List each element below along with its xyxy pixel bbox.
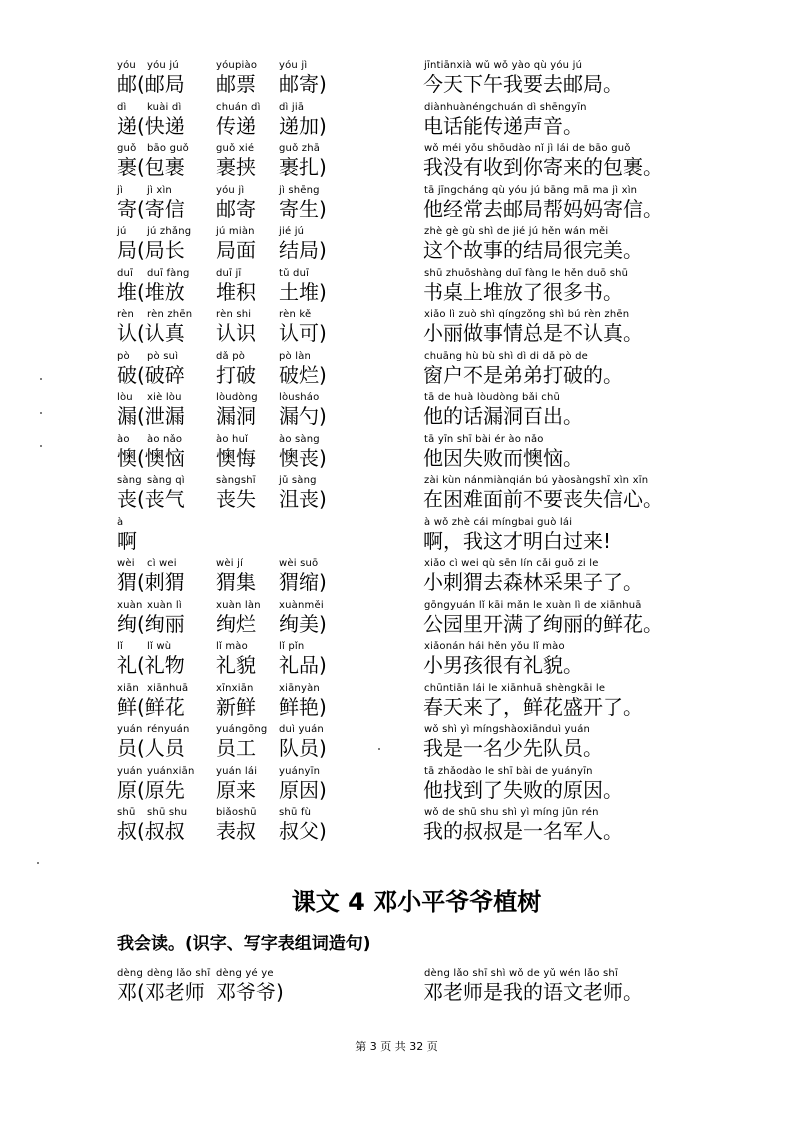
character-pinyin: xuàn: [117, 600, 143, 611]
word-group: 裹挟: [216, 155, 256, 179]
word-pinyin: yuányīn: [279, 766, 321, 777]
word-pinyin: wèi suō: [279, 558, 319, 569]
word-pinyin: shū shu: [147, 807, 188, 818]
vocab-row: [0, 641, 793, 682]
character-word-group: 漏(泄漏: [117, 404, 185, 428]
vocab-row: [0, 968, 793, 1009]
sentence-pinyin: jīntiānxià wǔ wǒ yào qù yóu jú: [424, 60, 583, 71]
character-pinyin: pò: [117, 351, 130, 362]
character-word-group: 绚(绚丽: [117, 612, 185, 636]
word-group: 鲜艳): [279, 695, 327, 719]
word-group: 员工: [216, 736, 256, 760]
character-word-group: 寄(寄信: [117, 197, 185, 221]
word-group: 打破: [216, 363, 256, 387]
vocab-row: [0, 60, 793, 101]
word-group: 表叔: [216, 819, 256, 843]
word-pinyin: rèn zhēn: [147, 309, 193, 320]
word-group: 礼貌: [216, 653, 256, 677]
character-word-group: 原(原先: [117, 778, 185, 802]
example-sentence: 小男孩很有礼貌。: [423, 653, 583, 677]
character-word-group: 裹(包裹: [117, 155, 185, 179]
word-pinyin: yuánxiān: [147, 766, 195, 777]
word-pinyin: jié jú: [279, 226, 305, 237]
word-pinyin: chuán dì: [216, 102, 261, 113]
word-pinyin: xīnxiān: [216, 683, 254, 694]
example-sentence: 啊，我这才明白过来!: [423, 529, 612, 553]
word-group: 懊悔: [216, 446, 256, 470]
sentence-pinyin: chūntiān lái le xiānhuā shèngkāi le: [424, 683, 606, 694]
vocab-row: [0, 517, 793, 558]
sentence-pinyin: diànhuànéngchuán dì shēngyīn: [424, 102, 587, 113]
word-pinyin: tǔ duī: [279, 268, 310, 279]
word-pinyin: pò suì: [147, 351, 179, 362]
word-group: 绚烂: [216, 612, 256, 636]
word-pinyin: lǐ mào: [216, 641, 248, 652]
word-pinyin: lǐ wù: [147, 641, 172, 652]
vocab-row: [0, 434, 793, 475]
example-sentence: 小丽做事情总是不认真。: [423, 321, 643, 345]
sentence-pinyin: tā yīn shī bài ér ào nǎo: [424, 434, 544, 445]
vocab-row: [0, 351, 793, 392]
example-sentence: 他因失败而懊恼。: [423, 446, 583, 470]
word-group: 破烂): [279, 363, 327, 387]
example-sentence: 公园里开满了绚丽的鲜花。: [423, 612, 663, 636]
sentence-pinyin: wǒ méi yǒu shōudào nǐ jì lái de bāo guǒ: [424, 143, 631, 154]
word-pinyin: yóupiào: [216, 60, 258, 71]
word-pinyin: wèi jí: [216, 558, 244, 569]
word-pinyin: bāo guǒ: [147, 143, 189, 154]
character-pinyin: xiān: [117, 683, 139, 694]
word-group: 邮寄: [216, 197, 256, 221]
word-pinyin: xiè lòu: [147, 392, 182, 403]
word-pinyin: rèn shi: [216, 309, 252, 320]
word-pinyin: ào huǐ: [216, 434, 249, 445]
word-group: 丧失: [216, 487, 256, 511]
word-group: 漏勺): [279, 404, 327, 428]
word-pinyin: cì wei: [147, 558, 177, 569]
vocab-row: [0, 807, 793, 848]
character-word-group: 局(局长: [117, 238, 185, 262]
word-group: 绚美): [279, 612, 327, 636]
character-word-group: 递(快递: [117, 114, 185, 138]
sentence-pinyin: xiǎonán hái hěn yǒu lǐ mào: [424, 641, 565, 652]
vocab-row: [0, 558, 793, 599]
character-word-group: 邓(邓老师: [117, 980, 205, 1004]
character-word-group: 员(人员: [117, 736, 185, 760]
character-word-group: 啊: [117, 529, 137, 553]
vocab-row: [0, 600, 793, 641]
word-pinyin: dèng yé ye: [216, 968, 274, 979]
character-pinyin: lòu: [117, 392, 133, 403]
word-group: 寄生): [279, 197, 327, 221]
character-pinyin: lǐ: [117, 641, 123, 652]
word-pinyin: ào sàng: [279, 434, 320, 445]
word-group: 原来: [216, 778, 256, 802]
example-sentence: 今天下午我要去邮局。: [423, 72, 623, 96]
character-word-group: 鲜(鲜花: [117, 695, 185, 719]
word-pinyin: yóu jú: [147, 60, 179, 71]
word-pinyin: jì xìn: [147, 185, 172, 196]
word-group: 堆积: [216, 280, 256, 304]
vocab-row: [0, 683, 793, 724]
character-pinyin: dì: [117, 102, 127, 113]
character-pinyin: wèi: [117, 558, 135, 569]
vocab-row: [0, 185, 793, 226]
word-group: 队员): [279, 736, 327, 760]
word-group: 递加): [279, 114, 327, 138]
word-pinyin: xuànměi: [279, 600, 324, 611]
word-pinyin: lòudòng: [216, 392, 258, 403]
word-group: 沮丧): [279, 487, 327, 511]
word-group: 漏洞: [216, 404, 256, 428]
sentence-pinyin: xiǎo cì wei qù sēn lín cǎi guǒ zi le: [424, 558, 599, 569]
word-pinyin: xiānhuā: [147, 683, 189, 694]
sentence-pinyin: gōngyuán lǐ kāi mǎn le xuàn lì de xiānhuā: [424, 600, 642, 611]
character-pinyin: rèn: [117, 309, 134, 320]
scan-speck: [40, 378, 42, 380]
character-word-group: 堆(堆放: [117, 280, 185, 304]
instruction-heading: 我会读。(识字、写字表组词造句): [117, 934, 371, 954]
scan-speck: [40, 412, 42, 414]
scan-speck: [378, 748, 380, 750]
character-pinyin: yóu: [117, 60, 136, 71]
word-pinyin: shū fù: [279, 807, 312, 818]
character-word-group: 叔(叔叔: [117, 819, 185, 843]
sentence-pinyin: wǒ de shū shu shì yì míng jūn rén: [424, 807, 599, 818]
vocab-row: [0, 143, 793, 184]
word-pinyin: duī jī: [216, 268, 242, 279]
vocab-row: [0, 268, 793, 309]
character-word-group: 丧(丧气: [117, 487, 185, 511]
example-sentence: 他经常去邮局帮妈妈寄信。: [423, 197, 663, 221]
word-pinyin: duì yuán: [279, 724, 324, 735]
word-pinyin: jú miàn: [216, 226, 255, 237]
sentence-pinyin: tā jīngcháng qù yóu jú bāng mā ma jì xìn: [424, 185, 638, 196]
word-pinyin: yóu jì: [279, 60, 308, 71]
word-pinyin: sàng qì: [147, 475, 185, 486]
word-pinyin: jǔ sàng: [279, 475, 317, 486]
example-sentence: 在困难面前不要丧失信心。: [423, 487, 663, 511]
example-sentence: 春天来了，鲜花盛开了。: [423, 695, 643, 719]
word-pinyin: kuài dì: [147, 102, 182, 113]
word-pinyin: sàngshī: [216, 475, 256, 486]
character-pinyin: jú: [117, 226, 127, 237]
character-word-group: 懊(懊恼: [117, 446, 185, 470]
word-pinyin: guǒ xié: [216, 143, 255, 154]
word-pinyin: lòusháo: [279, 392, 320, 403]
example-sentence: 这个故事的结局很完美。: [423, 238, 643, 262]
word-pinyin: rényuán: [147, 724, 190, 735]
sentence-pinyin: zhè gè gù shì de jié jú hěn wán měi: [424, 226, 609, 237]
vocab-row: [0, 766, 793, 807]
word-group: 邮票: [216, 72, 256, 96]
character-word-group: 认(认真: [117, 321, 185, 345]
word-pinyin: biǎoshū: [216, 807, 257, 818]
word-group: 认可): [279, 321, 327, 345]
sentence-pinyin: zài kùn nánmiànqián bú yàosàngshī xìn xīn: [424, 475, 649, 486]
sentence-pinyin: shū zhuōshàng duī fàng le hěn duō shū: [424, 268, 629, 279]
word-group: 猬缩): [279, 570, 327, 594]
example-sentence: 他的话漏洞百出。: [423, 404, 583, 428]
word-group: 传递: [216, 114, 256, 138]
sentence-pinyin: wǒ shì yì míngshàoxiānduì yuán: [424, 724, 591, 735]
scan-speck: [40, 445, 42, 447]
example-sentence: 电话能传递声音。: [423, 114, 583, 138]
word-group: 叔父): [279, 819, 327, 843]
word-pinyin: xuàn làn: [216, 600, 261, 611]
word-group: 结局): [279, 238, 327, 262]
character-word-group: 破(破碎: [117, 363, 185, 387]
word-pinyin: lǐ pǐn: [279, 641, 305, 652]
word-pinyin: dèng lǎo shī: [147, 968, 211, 979]
sentence-pinyin: tā de huà lòudòng bǎi chū: [424, 392, 561, 403]
word-group: 邓爷爷): [216, 980, 284, 1004]
character-pinyin: duī: [117, 268, 134, 279]
character-pinyin: yuán: [117, 724, 143, 735]
word-pinyin: duī fàng: [147, 268, 190, 279]
vocab-row: [0, 102, 793, 143]
example-sentence: 他找到了失败的原因。: [423, 778, 623, 802]
word-pinyin: yóu jì: [216, 185, 245, 196]
character-pinyin: shū: [117, 807, 136, 818]
word-pinyin: dì jiā: [279, 102, 305, 113]
sentence-pinyin: chuāng hù bù shì dì di dǎ pò de: [424, 351, 588, 362]
character-pinyin: guǒ: [117, 143, 137, 154]
word-pinyin: yuán lái: [216, 766, 258, 777]
word-group: 土堆): [279, 280, 327, 304]
word-pinyin: rèn kě: [279, 309, 312, 320]
word-group: 懊丧): [279, 446, 327, 470]
example-sentence: 窗户不是弟弟打破的。: [423, 363, 623, 387]
word-pinyin: yuángōng: [216, 724, 268, 735]
vocab-row: [0, 392, 793, 433]
sentence-pinyin: à wǒ zhè cái míngbai guò lái: [424, 517, 573, 528]
scan-speck: [37, 862, 39, 864]
word-pinyin: xuàn lì: [147, 600, 182, 611]
character-pinyin: sàng: [117, 475, 142, 486]
word-group: 原因): [279, 778, 327, 802]
word-pinyin: xiānyàn: [279, 683, 320, 694]
example-sentence: 我没有收到你寄来的包裹。: [423, 155, 663, 179]
character-pinyin: dèng: [117, 968, 143, 979]
word-pinyin: ào nǎo: [147, 434, 183, 445]
character-pinyin: ào: [117, 434, 130, 445]
example-sentence: 我的叔叔是一名军人。: [423, 819, 623, 843]
example-sentence: 小刺猬去森林采果子了。: [423, 570, 643, 594]
example-sentence: 书桌上堆放了很多书。: [423, 280, 623, 304]
example-sentence: 我是一名少先队员。: [423, 736, 603, 760]
character-word-group: 猬(刺猬: [117, 570, 185, 594]
page-footer: 第 3 页 共 32 页: [355, 1040, 438, 1053]
vocab-row: [0, 475, 793, 516]
sentence-pinyin: xiǎo lì zuò shì qíngzǒng shì bú rèn zhēn: [424, 309, 630, 320]
word-pinyin: jì shēng: [279, 185, 320, 196]
word-group: 认识: [216, 321, 256, 345]
sentence-pinyin: dèng lǎo shī shì wǒ de yǔ wén lǎo shī: [424, 968, 618, 979]
character-word-group: 礼(礼物: [117, 653, 185, 677]
vocab-row: [0, 226, 793, 267]
word-group: 礼品): [279, 653, 327, 677]
character-word-group: 邮(邮局: [117, 72, 185, 96]
word-pinyin: guǒ zhā: [279, 143, 321, 154]
word-group: 裹扎): [279, 155, 327, 179]
character-pinyin: à: [117, 517, 124, 528]
vocab-row: [0, 724, 793, 765]
word-group: 局面: [216, 238, 256, 262]
word-pinyin: dǎ pò: [216, 351, 246, 362]
vocab-row: [0, 309, 793, 350]
example-sentence: 邓老师是我的语文老师。: [423, 980, 643, 1004]
character-pinyin: jì: [117, 185, 123, 196]
word-pinyin: pò làn: [279, 351, 312, 362]
word-group: 邮寄): [279, 72, 327, 96]
character-pinyin: yuán: [117, 766, 143, 777]
word-group: 猬集: [216, 570, 256, 594]
sentence-pinyin: tā zhǎodào le shī bài de yuányīn: [424, 766, 593, 777]
word-group: 新鲜: [216, 695, 256, 719]
lesson-title: 课文 4 邓小平爷爷植树: [291, 888, 542, 916]
word-pinyin: jú zhǎng: [147, 226, 192, 237]
